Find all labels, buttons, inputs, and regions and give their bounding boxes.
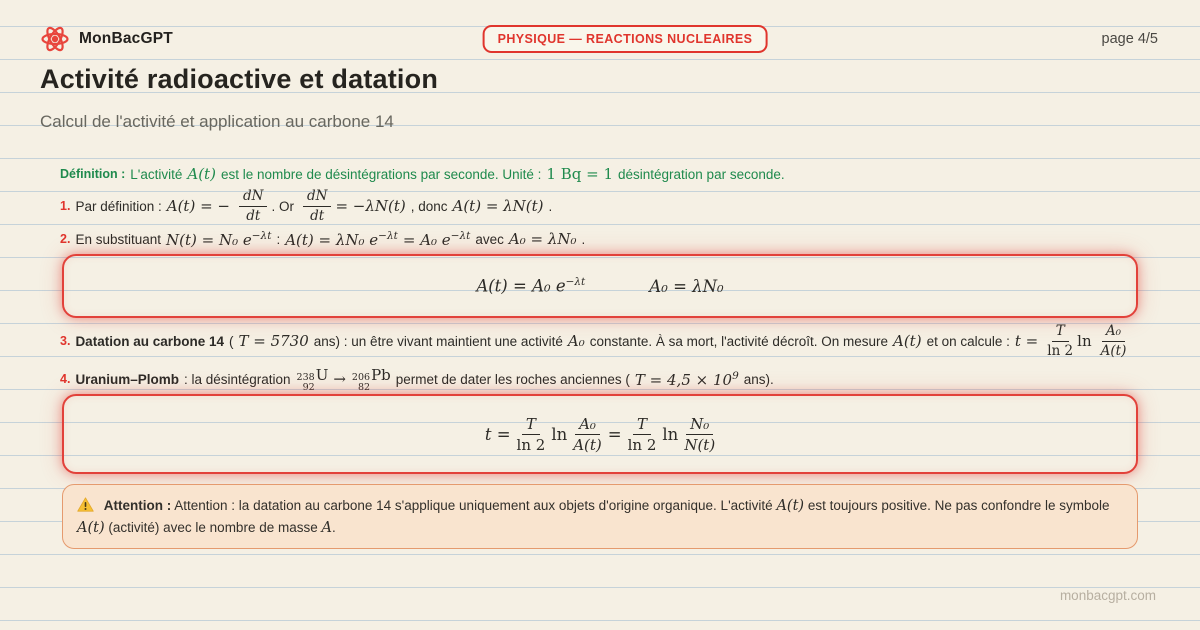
item-number: 1. (60, 199, 71, 213)
math-token: ln (551, 424, 568, 444)
list-item-4 (60, 365, 1140, 393)
brand-name: MonBacGPT (79, 30, 173, 47)
page-number: page 4/5 (1101, 31, 1158, 47)
fraction-numerator: A₀ (1102, 323, 1125, 341)
fraction (303, 188, 331, 223)
math-token: A(t) (892, 332, 922, 350)
item-text: . (581, 231, 586, 247)
highlight-formula-box-activity (62, 254, 1138, 318)
item-text: Par définition : (75, 198, 162, 214)
warning-text: Attention : la datation au carbone 14 s'applique uniquement aux objets d'origine organique. L'activité (174, 498, 773, 513)
math-token: ln (662, 424, 679, 444)
fraction-denominator: A(t) (573, 435, 602, 454)
math-token: A(t) = λN(t) (452, 197, 544, 215)
warning-box (62, 484, 1138, 549)
brand (40, 25, 173, 53)
math-token: A(t) (187, 165, 216, 183)
fraction-denominator: N(t) (684, 435, 716, 454)
fraction (1101, 323, 1127, 358)
fraction-numerator: T (633, 415, 651, 435)
fraction (684, 415, 715, 454)
fraction-denominator: ln 2 (516, 435, 546, 454)
list-item-1 (60, 186, 1140, 226)
fraction-numerator: dN (303, 188, 331, 206)
item-keyword: Datation au carbone 14 (75, 333, 224, 349)
math-formula: A(t) = A₀ $e^{-\lambda t}$ (476, 276, 586, 296)
item-text: constante. À sa mort, l'activité décroît. On mesure (589, 333, 888, 349)
math-token: t = (1014, 332, 1039, 350)
fraction-denominator: A(t) (1100, 342, 1127, 359)
item-text: : (276, 231, 281, 247)
item-number: 3. (60, 334, 71, 348)
fraction-denominator: dt (246, 207, 261, 224)
warning-text: . (331, 520, 336, 535)
atom-icon (40, 25, 70, 53)
item-number: 4. (60, 372, 71, 386)
math-token: A(t) = − (166, 197, 230, 215)
item-text: ( (228, 333, 234, 349)
fraction (517, 415, 546, 454)
math-token: = (607, 424, 622, 444)
fraction (239, 188, 267, 223)
item-keyword: Uranium–Plomb (75, 371, 179, 387)
math-token: $T = 4,5 \times 10^9$ (634, 369, 739, 389)
header (40, 22, 1158, 56)
page-title: Activité radioactive et datation (40, 64, 439, 94)
definition-text: L'activité (130, 166, 183, 182)
definition-label: Définition : (60, 167, 126, 181)
fraction (628, 415, 657, 454)
fraction-numerator: T (522, 415, 540, 435)
item-text: , donc (410, 198, 448, 214)
item-text: et on calcule : (926, 333, 1010, 349)
math-formula: t = (484, 424, 511, 444)
math-token: A(t) (77, 520, 105, 536)
list-item-2 (60, 228, 1140, 250)
item-text: avec (475, 231, 504, 247)
fraction (1047, 323, 1073, 358)
list-item-3 (60, 320, 1140, 362)
item-text: . Or (271, 198, 294, 214)
math-token: 1 Bq = 1 (546, 165, 613, 183)
page-subtitle: Calcul de l'activité et application au carbone 14 (40, 112, 394, 131)
item-text: : la désintégration (183, 371, 291, 387)
nuclide-notation: 206 82 Pb (351, 365, 391, 393)
item-number: 2. (60, 232, 71, 246)
definition-text: désintégration par seconde. (618, 166, 785, 182)
item-text: . (548, 198, 553, 214)
fraction-numerator: T (1052, 323, 1069, 341)
fraction-denominator: ln 2 (627, 435, 657, 454)
math-token: T = 5730 (238, 332, 309, 350)
math-token: N(t) = N₀ $e^{-\lambda t}$ (166, 229, 272, 249)
math-token: A₀ (567, 332, 585, 350)
warning-triangle-icon (77, 497, 94, 512)
nuclide-notation: 238 92 U (296, 365, 329, 393)
fraction-denominator: dt (310, 207, 325, 224)
item-text: ans). (743, 371, 774, 387)
warning-text: (activité) avec le nombre de masse (108, 520, 318, 535)
warning-label: Attention : (103, 498, 172, 513)
fraction-numerator: A₀ (575, 415, 600, 435)
math-token: A(t) (776, 498, 805, 514)
item-text: ans) : un être vivant maintient une activité (313, 333, 563, 349)
item-text: En substituant (75, 231, 161, 247)
math-formula: A₀ = λN₀ (649, 276, 724, 296)
definition-line (60, 163, 1140, 185)
warning-text: est toujours positive. Ne pas confondre le symbole (807, 498, 1110, 513)
subject-badge: PHYSIQUE — REACTIONS NUCLEAIRES (483, 25, 768, 53)
fraction-numerator: dN (239, 188, 267, 206)
arrow-icon: → (333, 370, 346, 388)
math-token: A₀ = λN₀ (508, 230, 577, 248)
math-token: ln (1077, 332, 1092, 350)
fraction-numerator: N₀ (686, 415, 713, 435)
definition-text: est le nombre de désintégrations par seconde. Unité : (220, 166, 542, 182)
fraction (573, 415, 602, 454)
math-token: = −λN(t) (335, 197, 406, 215)
math-token: A (321, 520, 332, 536)
fraction-denominator: ln 2 (1047, 342, 1074, 359)
site-url: monbacgpt.com (1059, 588, 1156, 603)
math-token: A(t) = λN₀ $e^{-\lambda t}$ (285, 229, 398, 249)
highlight-formula-box-dating (62, 394, 1138, 474)
math-token: = A₀ $e^{-\lambda t}$ (402, 229, 471, 249)
item-text: permet de dater les roches anciennes ( (395, 371, 630, 387)
